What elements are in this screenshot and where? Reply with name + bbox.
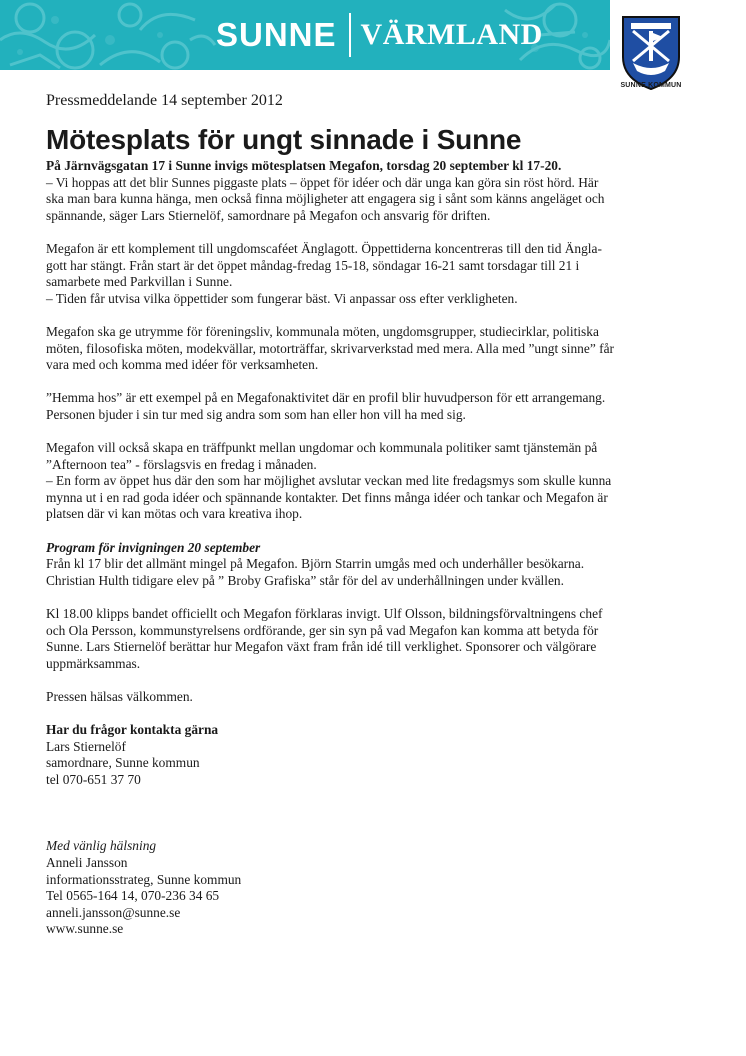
text-line: platsen där vi kan mötas och vara kreativa ihop. — [46, 506, 303, 522]
brand-varmland: VÄRMLAND — [360, 18, 543, 51]
text-line: – Vi hoppas att det blir Sunnes piggaste plats – öppet för idéer och där unga kan göra sin röst hörd. Här — [46, 174, 599, 190]
text-line: spännande, säger Lars Stiernelöf, samordnare på Megafon och ansvarig för driften. — [46, 207, 491, 223]
text-line: uppmärksammas. — [46, 655, 141, 671]
text-line: Kl 18.00 klipps bandet officiellt och Megafon förklaras invigt. Ulf Olsson, bildningsförvaltningens chef — [46, 606, 603, 622]
contact-heading: Har du frågor kontakta gärna — [46, 722, 219, 738]
contact-name: Lars Stiernelöf — [46, 738, 126, 754]
text-line: ska man bara kunna hänga, men också finna möjligheter att engagera sig i sånt som känns angeläget och — [46, 191, 605, 207]
signoff-name: Anneli Jansson — [46, 854, 128, 870]
text-line: mynna ut i en rad goda idéer och spännande kontakter. Det finns många idéer och tankar och Megafon är — [46, 489, 608, 505]
text-line: Megafon vill också skapa en träffpunkt mellan ungdomar och kommunala politiker samt tjänstemän på — [46, 440, 598, 456]
contact-phone: tel 070-651 37 70 — [46, 771, 141, 787]
text-line: Sunne. Lars Stiernelöf berättar hur Megafon växt fram från idé till verklighet. Sponsorer och välgörare — [46, 639, 597, 655]
text-line: Megafon ska ge utrymme för föreningsliv, kommunala möten, ungdomsgrupper, studiecirklar, politiska — [46, 323, 599, 339]
text-line: Personen bjuder i sin tur med sig andra som som han eller hon vill ha med sig. — [46, 406, 466, 422]
text-line: samarbete med Parkvillan i Sunne. — [46, 274, 233, 290]
header-banner — [0, 0, 610, 70]
dateline: Pressmeddelande 14 september 2012 — [46, 92, 283, 109]
signoff-email[interactable]: anneli.jansson@sunne.se — [46, 904, 181, 920]
program-heading: Program för invigningen 20 september — [46, 539, 261, 555]
page-title: Mötesplats för ungt sinnade i Sunne — [46, 124, 522, 155]
text-line: vara med och komma med idéer för verksamheten. — [46, 357, 319, 373]
brand-sunne: SUNNE — [216, 16, 337, 53]
text-line: Christian Hulth tidigare elev på ” Broby Grafiska” står för del av underhållningen under kvällen. — [46, 572, 564, 588]
text-line: Megafon är ett komplement till ungdomscaféet Änglagott. Öppettiderna koncentreras till den tid Ängla- — [46, 240, 602, 256]
text-line: gott har stängt. Från start är det öppet måndag-fredag 15-18, söndagar 16-21 samt torsdagar till 21 i — [46, 257, 580, 273]
brand-divider — [349, 13, 351, 57]
text-line: och Ola Persson, kommunstyrelsens ordförande, ger sin syn på vad Megafon kan komma att betyda för — [46, 622, 599, 638]
signoff-greeting: Med vänlig hälsning — [46, 838, 157, 854]
lead-paragraph: På Järnvägsgatan 17 i Sunne invigs mötesplatsen Megafon, torsdag 20 september kl 17-20. — [46, 158, 562, 173]
text-line: ”Afternoon tea” - förslagsvis en fredag i månaden. — [46, 456, 317, 472]
text-line: – En form av öppet hus där den som har möjlighet avslutar veckan med lite fredagsmys som skulle kunna — [46, 473, 612, 489]
press-release — [46, 91, 636, 938]
text-line: ”Hemma hos” är ett exempel på en Megafonaktivitet där en profil blir huvudperson för ett arrangemang. — [46, 390, 606, 406]
signoff-website[interactable]: www.sunne.se — [46, 921, 124, 937]
text-line: Från kl 17 blir det allmänt mingel på Megafon. Björn Starrin umgås med och underhåller besökarna. — [46, 556, 585, 572]
coat-of-arms-icon — [619, 13, 683, 93]
contact-role: samordnare, Sunne kommun — [46, 755, 200, 771]
text-line: möten, filosofiska möten, modekvällar, motorträffar, skrivarverkstad med mera. Alla med ”ungt sinne” får — [46, 340, 614, 356]
signoff-phone: Tel 0565-164 14, 070-236 34 65 — [46, 888, 220, 904]
press-welcome: Pressen hälsas välkommen. — [46, 689, 193, 704]
brand-wordmark — [216, 12, 543, 58]
crest-caption: SUNNE KOMMUN — [620, 82, 682, 89]
signoff-role: informationsstrateg, Sunne kommun — [46, 871, 242, 887]
text-line: – Tiden får utvisa vilka öppettider som fungerar bäst. Vi anpassar oss efter verkligheten. — [46, 290, 518, 306]
body-text — [46, 158, 636, 938]
